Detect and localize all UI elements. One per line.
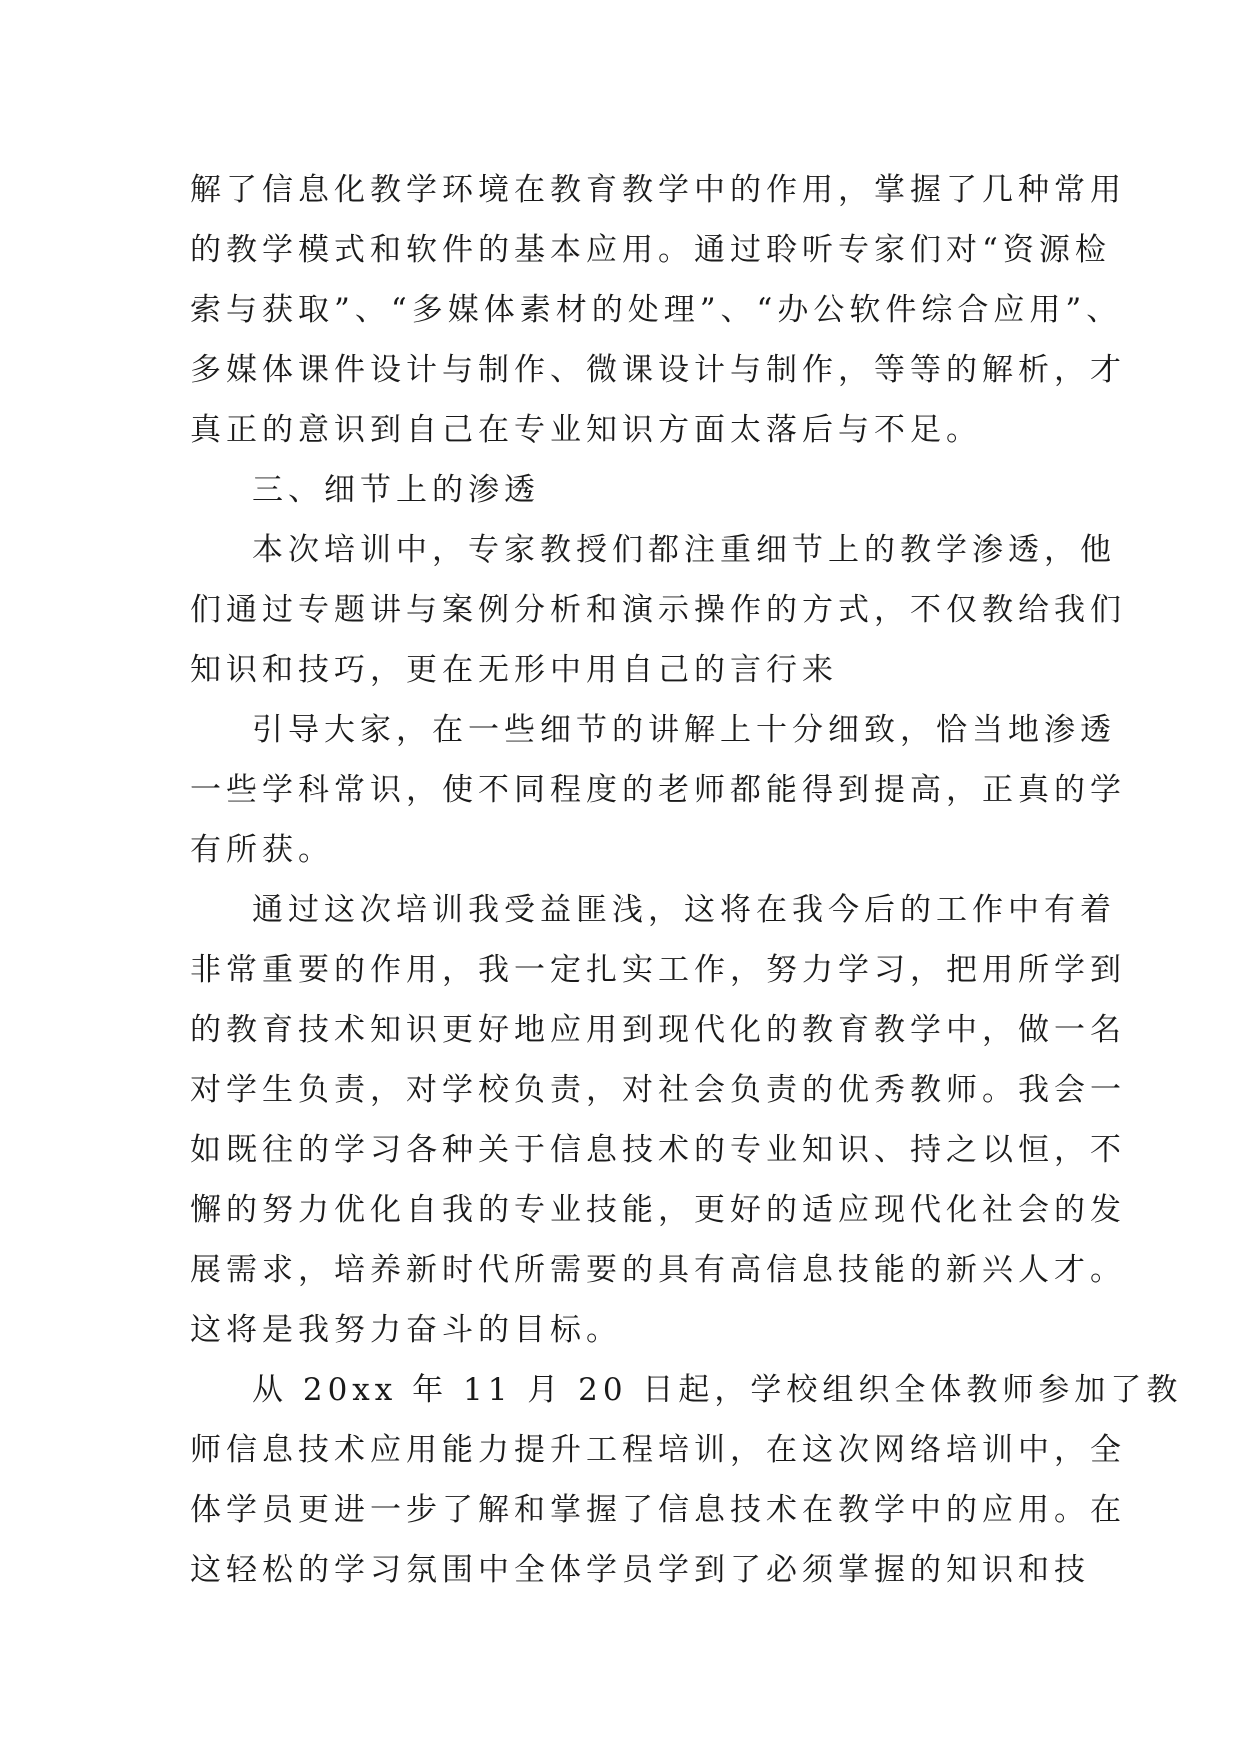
section-heading: [190, 460, 1050, 520]
text-line: 通过这次培训我受益匪浅，这将在我今后的工作中有着: [252, 892, 1116, 928]
text-line: 展需求，培养新时代所需要的具有高信息技能的新兴人才。: [190, 1252, 1126, 1288]
section-heading-text: 三、细节上的渗透: [252, 472, 540, 508]
text-line: 这将是我努力奋斗的目标。: [190, 1312, 622, 1348]
paragraph: [190, 520, 1126, 700]
text-line: 们通过专题讲与案例分析和演示操作的方式，不仅教给我们: [190, 592, 1126, 628]
text-line: 如既往的学习各种关于信息技术的专业知识、持之以恒，不: [190, 1132, 1126, 1168]
text-line: 非常重要的作用，我一定扎实工作，努力学习，把用所学到: [190, 952, 1126, 988]
paragraph: [190, 880, 1126, 1360]
text-line: 体学员更进一步了解和掌握了信息技术在教学中的应用。在: [190, 1492, 1126, 1528]
text-line: 从 20xx 年 11 月 20 日起，学校组织全体教师参加了教: [252, 1372, 1183, 1408]
text-line: 有所获。: [190, 832, 334, 868]
text-line: 的教育技术知识更好地应用到现代化的教育教学中，做一名: [190, 1012, 1126, 1048]
document-body: [190, 160, 1183, 1600]
text-line: 懈的努力优化自我的专业技能，更好的适应现代化社会的发: [190, 1192, 1126, 1228]
text-line: 一些学科常识，使不同程度的老师都能得到提高，正真的学: [190, 772, 1126, 808]
text-line: 解了信息化教学环境在教育教学中的作用，掌握了几种常用: [190, 172, 1126, 208]
paragraph: [190, 1360, 1183, 1600]
text-line: 索与获取”、“多媒体素材的处理”、“办公软件综合应用”、: [190, 292, 1123, 328]
text-line: 引导大家，在一些细节的讲解上十分细致，恰当地渗透: [252, 712, 1116, 748]
text-line: 知识和技巧，更在无形中用自己的言行来: [190, 652, 838, 688]
text-line: 真正的意识到自己在专业知识方面太落后与不足。: [190, 412, 982, 448]
paragraph: [190, 700, 1126, 880]
text-line: 对学生负责，对学校负责，对社会负责的优秀教师。我会一: [190, 1072, 1126, 1108]
text-line: 的教学模式和软件的基本应用。通过聆听专家们对“资源检: [190, 232, 1111, 268]
text-line: 师信息技术应用能力提升工程培训，在这次网络培训中，全: [190, 1432, 1126, 1468]
paragraph-continued: [190, 160, 1126, 460]
text-line: 本次培训中，专家教授们都注重细节上的教学渗透，他: [252, 532, 1116, 568]
text-line: 多媒体课件设计与制作、微课设计与制作，等等的解析，才: [190, 352, 1126, 388]
text-line: 这轻松的学习氛围中全体学员学到了必须掌握的知识和技: [190, 1552, 1090, 1588]
